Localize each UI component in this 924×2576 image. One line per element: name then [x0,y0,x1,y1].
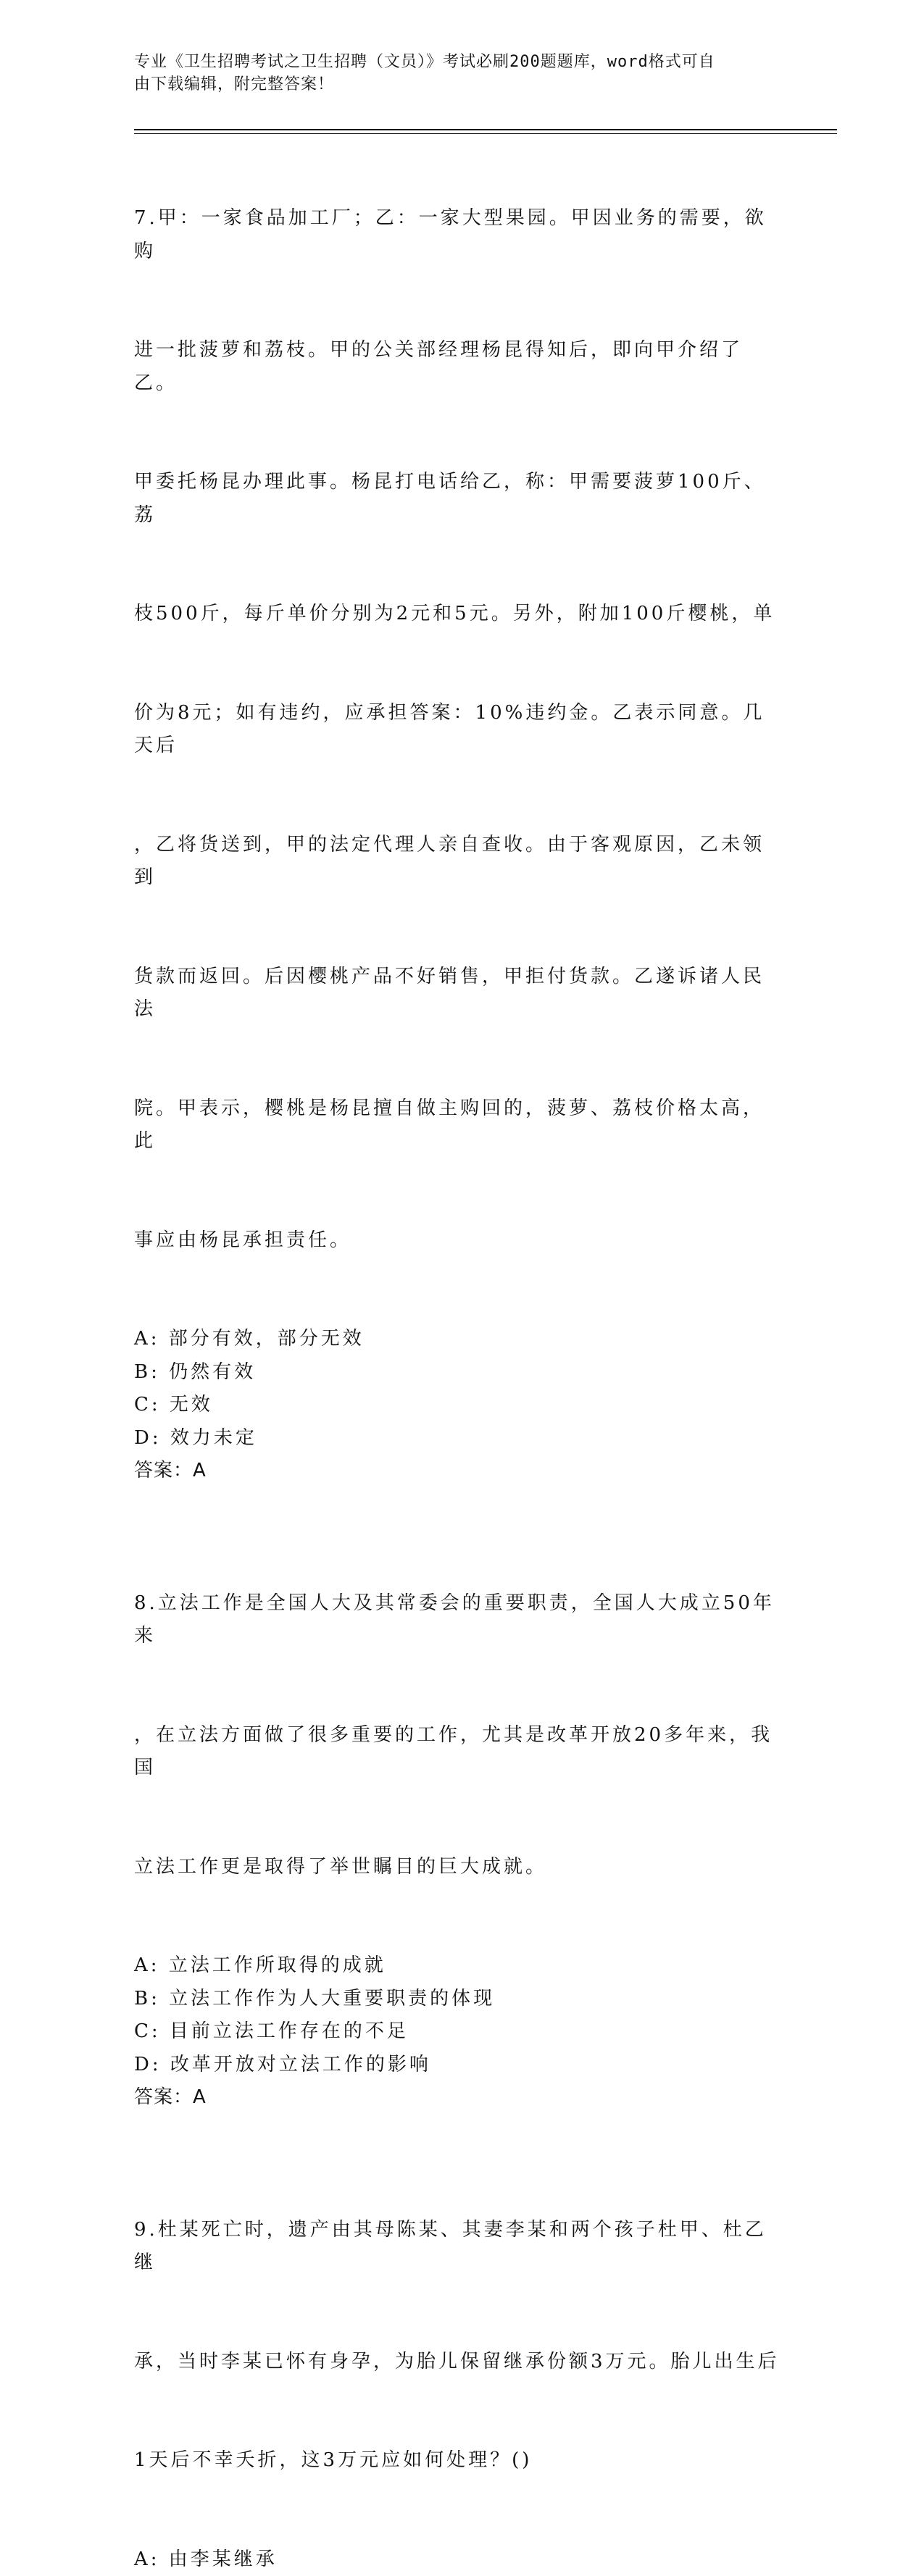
answer-line: 答案：A [134,1455,783,1488]
question-line: 立法工作更是取得了举世瞩目的巨大成就。 [134,1851,783,1884]
question-line: ，在立法方面做了很多重要的工作，尤其是改革开放20多年来，我国 [134,1719,783,1785]
question-line: 7.甲：一家食品加工厂；乙：一家大型果园。甲因业务的需要，欲购 [134,202,783,268]
header-divider-thick [134,129,837,130]
option-c: C: 无效 [134,1389,783,1422]
question-line: 9.杜某死亡时，遗产由其母陈某、其妻李某和两个孩子杜甲、杜乙继 [134,2214,783,2280]
question-list [134,136,783,2576]
question-line: 价为8元；如有违约，应承担答案：10%违约金。乙表示同意。几天后 [134,697,783,763]
answer-line: 答案：A [134,2081,783,2115]
option-a: A: 由李某继承 [134,2543,783,2576]
question-line: 事应由杨昆承担责任。 [134,1224,783,1258]
question-line: 进一批菠萝和荔枝。甲的公关部经理杨昆得知后，即向甲介绍了乙。 [134,334,783,400]
question-block [134,136,783,1488]
question-line: 8.立法工作是全国人大及其常委会的重要职责，全国人大成立50年来 [134,1587,783,1653]
option-b: B: 立法工作作为人大重要职责的体现 [134,1983,783,2016]
question-block [134,1521,783,2115]
question-line: ，乙将货送到，甲的法定代理人亲自查收。由于客观原因，乙未领到 [134,829,783,895]
question-line: 1天后不幸夭折，这3万元应如何处理？() [134,2444,783,2477]
question-line: 院。甲表示，樱桃是杨昆擅自做主购回的，菠萝、荔枝价格太高，此 [134,1092,783,1158]
question-line: 甲委托杨昆办理此事。杨昆打电话给乙，称：甲需要菠萝100斤、荔 [134,466,783,532]
header-line-1: 专业《卫生招聘考试之卫生招聘（文员）》考试必刷200题题库，word格式可自 [134,51,786,73]
option-d: D: 改革开放对立法工作的影响 [134,2049,783,2082]
option-a: A: 部分有效，部分无效 [134,1323,783,1356]
document-header [134,51,786,96]
option-b: B: 仍然有效 [134,1356,783,1389]
question-text [134,136,783,1323]
question-line: 枝500斤，每斤单价分别为2元和5元。另外，附加100斤樱桃，单 [134,598,783,631]
question-spacer [134,1488,783,1521]
option-a: A: 立法工作所取得的成就 [134,1949,783,1983]
question-line: 货款而返回。后因樱桃产品不好销售，甲拒付货款。乙遂诉诸人民法 [134,961,783,1026]
question-text [134,1521,783,1950]
question-line: 承，当时李某已怀有身孕，为胎儿保留继承份额3万元。胎儿出生后 [134,2346,783,2379]
option-d: D: 效力未定 [134,1422,783,1455]
header-line-2: 由下载编辑，附完整答案！ [134,73,786,96]
header-divider-thin [134,133,837,134]
option-c: C: 目前立法工作存在的不足 [134,2015,783,2049]
question-block [134,2148,783,2576]
question-text [134,2148,783,2543]
question-spacer [134,2115,783,2148]
